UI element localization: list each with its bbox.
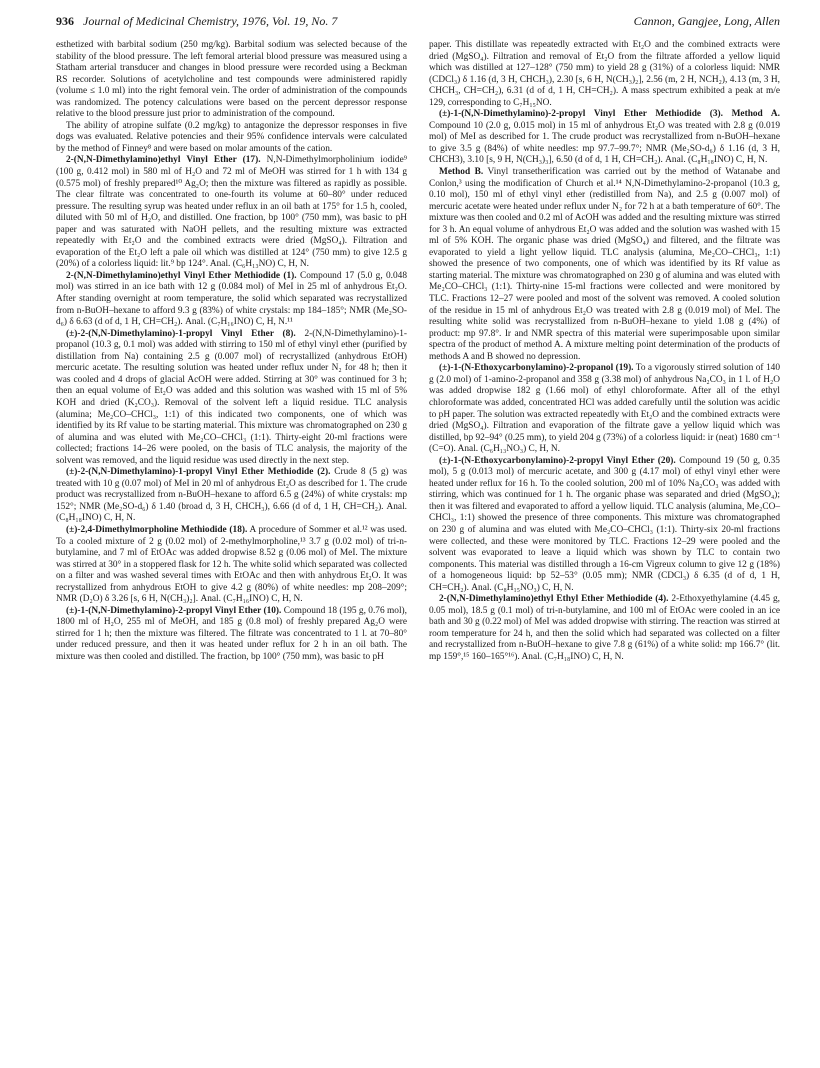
- paragraph: [429, 109, 780, 167]
- header-authors: Cannon, Gangjee, Long, Allen: [633, 14, 780, 28]
- paragraph-text: Compound 19 (50 g, 0.35 mol), 5 g (0.013 mol) of mercuric acetate, and 300 g (4.17 mol) of ethyl vinyl ether were heated under reflux for 16 h. To the cooled solution, 200 ml of 10% Na₂CO₃ was added with stirring, which was continued for 1 h. The organic phase was separated and dried (MgSO₄); then it was filtered and evaporated to afford a yellow liquid. TLC analysis (alumina, Me₂CO–CHCl₃, 1:1) showed the presence of three components. This mixture was chromatographed on 230 g of alumina and was eluted with Me₂CO–CHCl₃ (1:1). Thirty-six 20-ml fractions were collected, and these were monitored by TLC. Fractions 12–29 were pooled and the solvent was evaporated to leave a liquid which was shown by TLC to contain two components. This material was distilled through a 16-cm Vigreux column to give 12 g (18%) of a homogeneous liquid: bp 52–53° (0.05 mm); NMR (CDCl₃) δ 6.35 (d of d, 1 H, CH=CH₂). Anal. (C₈H₁₅NO₃) C, H, N.: [429, 455, 780, 593]
- paragraph-text: 2-Ethoxyethylamine (4.45 g, 0.05 mol), 18.5 g (0.1 mol) of tri-n-butylamine, and 100 ml of EtOAc were cooled in an ice bath and 30 g (0.22 mol) of MeI was added dropwise with stirring. The reaction was stirred at room temperature for 24 h, and then the solid which had separated was collected on a filter and recrystallized from n-BuOH–hexane to give 7.8 g (61%) of a white solid: mp 166.7° (lit. mp 159°,¹⁵ 160–165°¹⁶). Anal. (C₇H₁₈INO) C, H, N.: [429, 594, 780, 662]
- paragraph-text: Vinyl transetherification was carried out by the method of Watanabe and Conlon,³ using the modification of Church et al.¹⁴ N,N-Dimethylamino-2-propanol (10.3 g, 0.10 mol), 150 ml of ethyl vinyl ether (redistilled from Na), and 2.5 g (0.007 mol) of mercuric acetate were heated under reflux under N₂ for 72 h at a bath temperature of 60°. The mixture was then cooled and 0.2 ml of AcOH was added and the resulting mixture was stirred for 3 h. An equal volume of anhydrous Et₂O was added and the solution was washed with 15 ml of 5% KOH. The organic phase was dried (MgSO₄) and filtered, and the filtrate was evaporated to yield a light yellow liquid. TLC analysis (alumina, Me₂CO–CHCl₃, 1:1) showed the presence of two components, one of which was identified by its Rf value as starting material. The mixture was chromatographed on 230 g of alumina and was eluted with Me₂CO–CHCl₃ (1:1). Thirty-nine 15-ml fractions were collected and were monitored by TLC. Fractions 12–27 were pooled and most of the solvent was removed. A cooled solution of the residue in 15 ml of anhydrous Et₂O was treated with 2.8 g (0.019 mol) of MeI. The resulting white solid was recrystallized from n-BuOH–hexane to yield 1.08 g (4%) of product: mp 97.8°. Ir and NMR spectra of this material were superimposable upon similar spectra of the product of method A. A mixture melting point determination of the products of methods A and B showed no depression.: [429, 167, 780, 362]
- paragraph-text: Compound 18 (195 g, 0.76 mol), 1800 ml of H₂O, 255 ml of MeOH, and 185 g (0.8 mol) of freshly prepared Ag₂O were stirred for 1 h; then the mixture was filtered. The filtrate was concentrated to 1 l. at 70–80° under reduced pressure, and then it was heated under reflux for 2 h in an oil bath. The mixture was then cooled and distilled. The fraction, bp 100° (750 mm), was basic to pH: [56, 605, 408, 662]
- paragraph: [429, 40, 780, 109]
- paragraph-text: The ability of atropine sulfate (0.2 mg/kg) to antagonize the depressor responses in five dogs was evaluated. Relative potencies and their 95% confidence intervals were calculated by the method of Finney⁸ and were based on molar amounts of the cation.: [56, 120, 407, 154]
- section-heading: (±)-1-(N,N-Dimethylamino)-2-propyl Vinyl Ether (10).: [66, 605, 282, 616]
- paragraph: [429, 167, 780, 363]
- paragraph-text: 2-(N,N-Dimethylamino)-1-propanol (10.3 g, 0.1 mol) was added with stirring to 150 ml of ethyl vinyl ether (purified by distillation from Na) containing 2.5 g (0.007 mol) of recrystallized (anhydrous EtOH) mercuric acetate. The resulting solution was heated under reflux under N₂ for 48 h; then it was cooled and 4 drops of glacial AcOH were added. Stirring at 30° was continued for 3 h; then an equal volume of Et₂O was added and this solution was washed with 15 ml of 5% KOH and dried (K₂CO₃). Removal of the solvent left a liquid residue. TLC analysis (alumina; Me₂CO–CHCl₃, 1:1) of this indicated two components, one of which was identified by its Rf value to be starting material. This mixture was chromatographed on 230 g of alumina and was eluted with Me₂CO–CHCl₃ (1:1). Thirty-eight 20-ml fractions were collected; fractions 14–26 were pooled, on the basis of TLC analysis, the majority of the solvent was removed, and the liquid residue was used directly in the next step.: [56, 328, 407, 466]
- running-header: [56, 14, 780, 34]
- right-column: [429, 40, 780, 664]
- section-heading: (±)-1-(N-Ethoxycarbonylamino)-2-propyl Vinyl Ether (20).: [439, 455, 676, 466]
- paragraph: [56, 40, 407, 121]
- paragraph-text: N,N-Dimethylmorpholinium iodide⁹ (100 g, 0.412 mol) in 580 ml of H₂O and 72 ml of MeOH was stirred for 1 h with 134 g (0.575 mol) of freshly prepared¹⁰ Ag₂O; then the mixture was filtered as rapidly as possible. The clear filtrate was concentrated to one-fourth its volume at 60–80° under reduced pressure. The resulting syrup was heated under reflux in an oil bath at 175° for 1.5 h, cooled, diluted with 50 ml of H₂O, and distilled. One fraction, bp 100° (750 mm), was basic to pH paper and was saturated with NaOH pellets, and the resulting mixture was extracted repeatedly with Et₂O and the combined extracts were dried (MgSO₄). Filtration and evaporation of the Et₂O left a pale oil which was distilled at 124° (750 mm) to give 12.5 g (20%) of a colorless liquid: lit.⁹ bp 124°. Anal. (C₆H₁₃NO) C, H, N.: [56, 155, 407, 270]
- section-heading: 2-(N,N-Dimethylamino)ethyl Ethyl Ether Methiodide (4).: [439, 594, 669, 605]
- left-column: [56, 40, 407, 664]
- two-column-body: [56, 40, 780, 664]
- paragraph: [429, 363, 780, 455]
- section-heading: 2-(N,N-Dimethylamino)ethyl Vinyl Ether (17).: [66, 155, 261, 166]
- section-heading: (±)-1-(N-Ethoxycarbonylamino)-2-propanol (19).: [439, 363, 634, 374]
- paragraph-text: A procedure of Sommer et al.¹² was used. To a cooled mixture of 2 g (0.02 mol) of 2-methylmorpholine,¹³ 3.7 g (0.02 mol) of tri-n-butylamine, and 7 ml of EtOAc was added dropwise 8.52 g (0.06 mol) of MeI. The mixture was stirred at 30° in a stoppered flask for 12 h. The white solid which separated was collected on a filter and was washed several times with EtOAc and then with anhydrous Et₂O. It was recrystallized from anhydrous EtOH to give 4.2 g (80%) of white needles: mp 208–209°; NMR (D₂O) δ 3.26 [s, 6 H, N(CH₃)₂]. Anal. (C₇H₁₆INO) C, H, N.: [56, 524, 407, 605]
- paragraph-text: Compound 10 (2.0 g, 0.015 mol) in 15 ml of anhydrous Et₂O was treated with 2.8 g (0.019 mol) of MeI as described for 1. The crude product was recrystallized from n-BuOH–hexane to give 3.5 g (84%) of white needles: mp 97.7–99.7°; NMR (Me₂SO-d₆) δ 1.16 (d, 3 H, CHCH3), 3.10 [s, 9 H, N(CH₃)₃], 6.50 (d of d, 1 H, CH=CH₂). Anal. (C₈H₁₈INO) C, H, N.: [429, 120, 780, 166]
- journal-citation: Journal of Medicinal Chemistry, 1976, Vol. 19, No. 7: [83, 14, 338, 28]
- paragraph: [56, 329, 407, 468]
- paragraph-text: To a vigorously stirred solution of 140 g (2.0 mol) of 1-amino-2-propanol and 358 g (3.38 mol) of anhydrous Na₂CO₃ in 1 l. of H₂O was added dropwise 182 g (1.66 mol) of ethyl chloroformate. After all of the ethyl chloroformate was added, concentrated HCl was added carefully until the solution was acidic to pH paper. The solution was extracted repeatedly with Et₂O and the combined extracts were dried (MgSO₄). Filtration and evaporation of the filtrate gave a yellow liquid which was distilled, bp 92–94° (0.25 mm), to yield 204 g (73%) of a colorless liquid: ir (neat) 1680 cm⁻¹ (C=O). Anal. (C₆H₁₃NO₃) C, H, N.: [429, 363, 780, 455]
- section-heading: (±)-1-(N,N-Dimethylamino)-2-propyl Vinyl Ether Methiodide (3). Method A.: [439, 109, 780, 120]
- section-heading: (±)-2-(N,N-Dimethylamino)-1-propyl Vinyl Ether (8).: [66, 328, 296, 339]
- paragraph: [56, 121, 407, 156]
- paragraph-text: paper. This distillate was repeatedly extracted with Et₂O and the combined extracts were dried (MgSO₄). Filtration and removal of Et₂O from the filtrate afforded a yellow liquid which was distilled at 127–128° (750 mm) to yield 28 g (31%) of a colorless liquid: NMR (CDCl₃) δ 1.16 (d, 3 H, CHCH₃), 2.30 [s, 6 H, N(CH₃)₂], 2.56 (m, 2 H, NCH₂), 4.13 (m, 3 H, CHCH₃, CH=CH₂), 6.31 (d of d, 1 H, CH=CH₂). A mass spectrum exhibited a peak at m/e 129, corresponding to C₇H₁₅NO.: [429, 40, 780, 108]
- paragraph-text: Compound 17 (5.0 g, 0.048 mol) was stirred in an ice bath with 12 g (0.084 mol) of MeI in 25 ml of anhydrous Et₂O. After standing overnight at room temperature, the solid which separated was recrystallized from n-BuOH–hexane to afford 9.3 g (83%) of white crystals: mp 184–185°; NMR (Me₂SO-d₆) δ 6.63 (d of d, 1 H, CH=CH₂). Anal. (C₇H₁₆INO) C, H, N.¹¹: [56, 270, 408, 328]
- paragraph: [429, 456, 780, 595]
- header-left: [56, 14, 337, 29]
- paragraph: [56, 155, 407, 270]
- section-heading: 2-(N,N-Dimethylamino)ethyl Vinyl Ether Methiodide (1).: [66, 270, 297, 281]
- section-heading: (±)-2-(N,N-Dimethylamino)-1-propyl Vinyl Ether Methiodide (2).: [66, 467, 331, 478]
- paragraph-text: Crude 8 (5 g) was treated with 10 g (0.07 mol) of MeI in 20 ml of anhydrous Et₂O as described for 1. The crude product was recrystallized from n-BuOH–hexane to afford 6.5 g (24%) of white crystals: mp 152°; NMR (Me₂SO-d₆) δ 1.40 (broad d, 3 H, CHCH₃), 6.66 (d of d, 1 H, CH=CH₂). Anal. (C₈H₁₈INO) C, H, N.: [56, 467, 407, 524]
- paragraph: [56, 606, 407, 664]
- section-heading: (±)-2,4-Dimethylmorpholine Methiodide (18).: [66, 524, 248, 535]
- paragraph-text: esthetized with barbital sodium (250 mg/kg). Barbital sodium was selected because of the stability of the blood pressure. The left femoral arterial blood pressure was measured using a Statham arterial transducer and changes in blood pressure were recorded using a Beckman RS recorder. Solutions of acetylcholine and test compounds were administered rapidly (volume ≤ 1.0 ml) into the right femoral vein. The order of administration of the compounds was randomized. The potency calculations were based on the percent depressor response relative to the blood pressure just prior to administration of the compound.: [56, 40, 407, 120]
- paragraph: [429, 594, 780, 663]
- paragraph: [56, 467, 407, 525]
- paragraph: [56, 271, 407, 329]
- section-heading: Method B.: [439, 167, 484, 178]
- page-number: 936: [56, 14, 74, 28]
- paragraph: [56, 525, 407, 606]
